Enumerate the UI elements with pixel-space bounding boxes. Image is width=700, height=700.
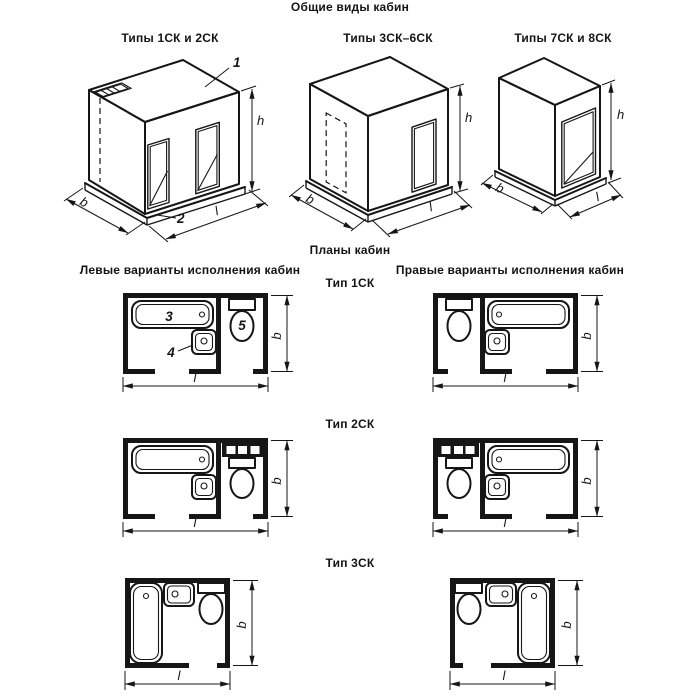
dim-label-l: l [426, 199, 435, 215]
vent-block [438, 443, 479, 457]
door-opening-right [196, 122, 220, 194]
plan-row-label-3sk: Тип 3СК [325, 556, 375, 570]
dim-height [241, 86, 264, 194]
iso-heading-1sk-2sk: Типы 1СК и 2СК [121, 31, 219, 45]
washbasin [192, 330, 216, 354]
callout-2-base: 2 [177, 211, 185, 226]
plan-row-label-1sk: Тип 1СК [325, 276, 375, 290]
toilet-bowl [200, 594, 223, 624]
plan-3sk-right [425, 568, 615, 700]
dim-length [450, 668, 555, 690]
toilet [198, 583, 225, 624]
dim-width [579, 441, 603, 517]
cabin-box [85, 60, 245, 225]
dim-width [233, 581, 258, 666]
toilet [229, 458, 255, 498]
dim-label-l: l [212, 203, 221, 219]
dim-label-b: b [77, 193, 91, 211]
door-opening-hidden [326, 113, 346, 193]
dim-label-h: h [465, 110, 473, 125]
bathtub [488, 446, 569, 473]
washbasin [486, 583, 516, 606]
bathtub [518, 583, 550, 663]
bathtub-drain [200, 312, 205, 317]
dim-width [269, 441, 293, 517]
bathtub [132, 446, 213, 473]
toilet [446, 458, 472, 498]
plans-title: Планы кабин [309, 243, 391, 257]
callout-3-bathtub: 3 [165, 309, 173, 324]
dim-label-l: l [503, 370, 507, 385]
bathtub [130, 583, 162, 663]
dim-width [269, 296, 293, 372]
toilet-cistern [198, 583, 225, 593]
plan-1sk-right [413, 285, 608, 397]
washbasin-drain [172, 591, 178, 597]
dim-length [125, 668, 230, 690]
toilet [455, 583, 482, 624]
dim-label-h: h [257, 113, 265, 128]
dim-label-l: l [193, 370, 197, 385]
plan-2sk-right [413, 430, 608, 542]
plan-row-label-2sk: Тип 2СК [325, 417, 375, 431]
dim-label-l: l [503, 515, 507, 530]
cabin-box [306, 57, 452, 222]
plan-3sk-left [100, 568, 290, 700]
dim-label-l: l [177, 668, 181, 683]
dim-label-b: b [579, 477, 594, 485]
washbasin [192, 475, 216, 499]
roof-hatch [93, 83, 131, 98]
washbasin [164, 583, 194, 606]
washbasin [485, 475, 509, 499]
dim-label-b: b [269, 477, 284, 485]
callout-1-roof: 1 [233, 55, 241, 70]
dim-label-l: l [193, 515, 197, 530]
callout-5-toilet: 5 [238, 318, 246, 333]
plan-1sk-left [103, 285, 298, 397]
iso-view-7sk-8sk [480, 53, 640, 231]
dim-label-b: b [493, 179, 507, 197]
dim-label-b: b [579, 332, 594, 340]
dim-height [450, 84, 472, 193]
dim-width [579, 296, 603, 372]
iso-view-3sk-6sk [288, 52, 488, 244]
iso-heading-7sk-8sk: Типы 7СК и 8СК [514, 31, 612, 45]
iso-heading-3sk-6sk: Типы 3СК–6СК [343, 31, 433, 45]
dim-label-b: b [234, 621, 249, 629]
washbasin [485, 330, 509, 354]
callout-4-leader [178, 345, 193, 351]
vent-block [222, 443, 263, 457]
door-opening-front [412, 119, 436, 192]
room-walls [433, 293, 578, 374]
dim-height [602, 80, 624, 183]
door-opening-left [148, 139, 169, 210]
dim-label-b: b [269, 332, 284, 340]
dim-label-l: l [502, 668, 506, 683]
dim-label-b: b [303, 190, 317, 208]
toilet-cistern [229, 299, 255, 310]
dim-width [558, 581, 583, 666]
iso-view-1sk-2sk [55, 50, 285, 250]
dim-label-b: b [559, 621, 574, 629]
dim-label-h: h [617, 107, 625, 122]
room-walls [123, 293, 268, 374]
figure-title: Общие виды кабин [290, 0, 410, 14]
cabin-box [495, 58, 606, 206]
washbasin-drain [201, 338, 207, 344]
door-opening-front [562, 108, 596, 188]
dim-label-l: l [593, 189, 602, 205]
toilet [446, 299, 472, 341]
plans-column-left-label: Левые варианты исполнения кабин [79, 263, 301, 277]
plan-2sk-left [103, 430, 298, 542]
plans-column-right-label: Правые варианты исполнения кабин [395, 263, 625, 277]
bathtub [488, 301, 569, 328]
bathtub-drain [144, 594, 149, 599]
callout-4-washbasin: 4 [167, 345, 175, 360]
